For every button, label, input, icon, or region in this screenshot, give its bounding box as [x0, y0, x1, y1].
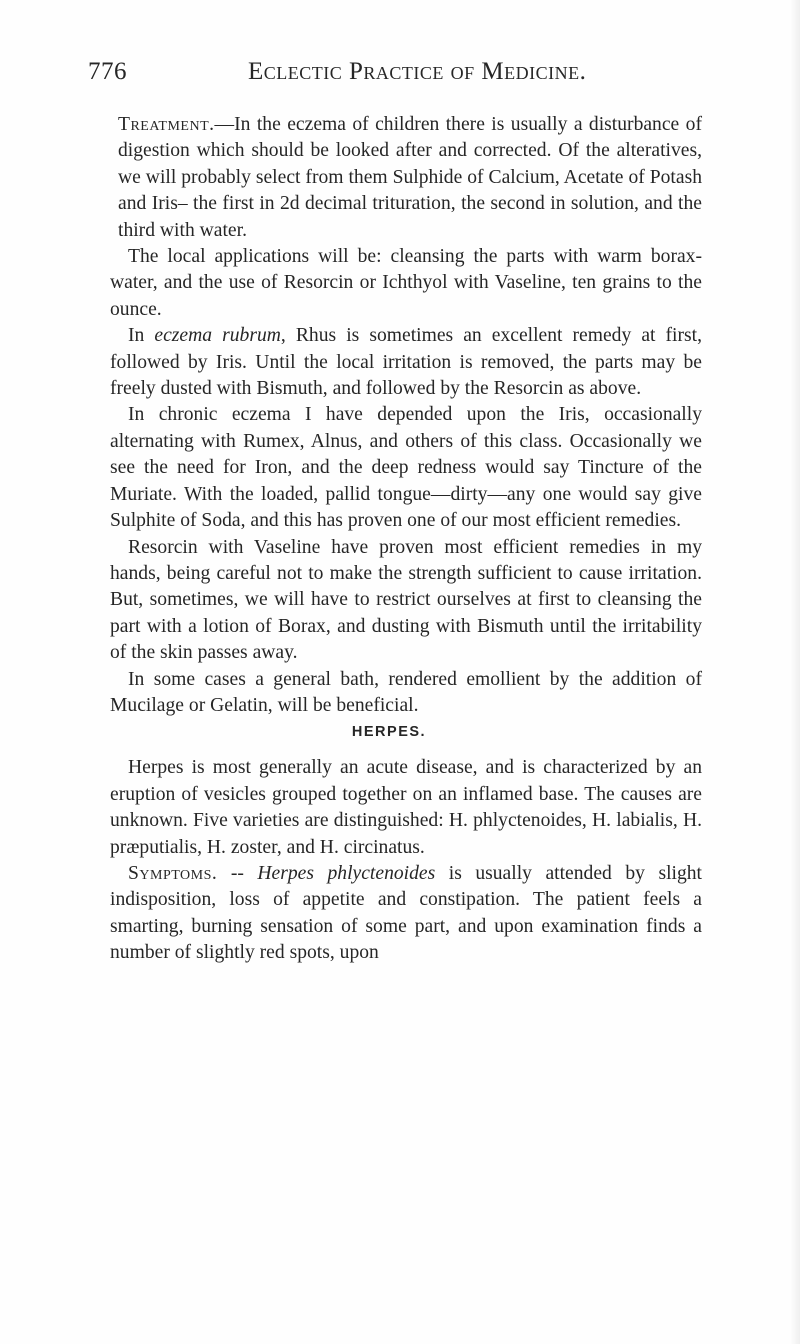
rubrum-post: , Rhus is sometimes an excellent remedy at first, followed by Iris. Until the local irritation is removed, the parts may be freely dusted with Bismuth, and followed by the Resorcin as above.: [110, 325, 702, 400]
general-bath-paragraph: In some cases a general bath, rendered emollient by the addition of Mucilage or Gelatin, will be beneficial.: [110, 668, 702, 716]
chronic-eczema-paragraph: In chronic eczema I have depended upon the Iris, occasionally alternating with Rumex, Alnus, and others of this class. Occasionally we see the need for Iron, and the deep redness would say Tincture of the Muriate. With the loaded, pallid tongue—dirty—any one would say give Sulphite of Soda, and this has proven one of our most efficient remedies.: [110, 404, 702, 532]
section-heading-herpes: HERPES.: [351, 724, 427, 741]
resorcin-paragraph: Resorcin with Vaseline have proven most efficient remedies in my hands, being careful not to make the strength sufficient to cause irritation. But, sometimes, we will have to restrict ourselves at first to cleansing the part with a lotion of Borax, and dusting with Bismuth until the irritability of the skin passes away.: [110, 536, 702, 664]
page-body: [110, 112, 702, 967]
treatment-text: —In the eczema of children there is usually a disturbance of digestion which should be looked after and corrected. Of the alteratives, we will probably select from them Sulphide of Calcium, Acetate of Potash and Iris– the first in 2d decimal trituration, the second in solution, and the third with water.: [118, 114, 702, 241]
symptoms-text: is usually attended by slight indisposition, loss of appetite and constipation. The patient feels a smarting, burning sensation of some part, and upon examination finds a number of slightly red spots, upon: [110, 862, 702, 964]
treatment-paragraph: [118, 112, 702, 244]
symptoms-paragraph: [110, 861, 702, 967]
local-applications-paragraph: The local applications will be: cleansing the parts with warm borax-water, and the use of Resorcin or Ichthyol with Vaseline, ten grains to the ounce.: [110, 246, 702, 320]
symptoms-lead: Symptoms.: [128, 862, 218, 884]
symptoms-dash: --: [217, 862, 258, 884]
symptoms-term: Herpes phlyctenoides: [257, 862, 436, 884]
page-edge-shadow: [790, 0, 800, 1344]
rubrum-term: eczema rubrum: [154, 325, 281, 347]
treatment-lead: Treatment.: [118, 114, 215, 135]
page-header: [88, 58, 740, 98]
running-title: Eclectic Practice of Medicine.: [248, 58, 587, 85]
page-number: 776: [88, 58, 127, 85]
eczema-rubrum-paragraph: [110, 323, 702, 402]
rubrum-pre: In: [128, 325, 155, 347]
herpes-paragraph: Herpes is most generally an acute disease, and is characterized by an eruption of vesicles grouped together on an inflamed base. The causes are unknown. Five varieties are distinguished: H. phlyctenoides, H. labialis, H. præputialis, H. zoster, and H. circinatus.: [110, 757, 702, 858]
